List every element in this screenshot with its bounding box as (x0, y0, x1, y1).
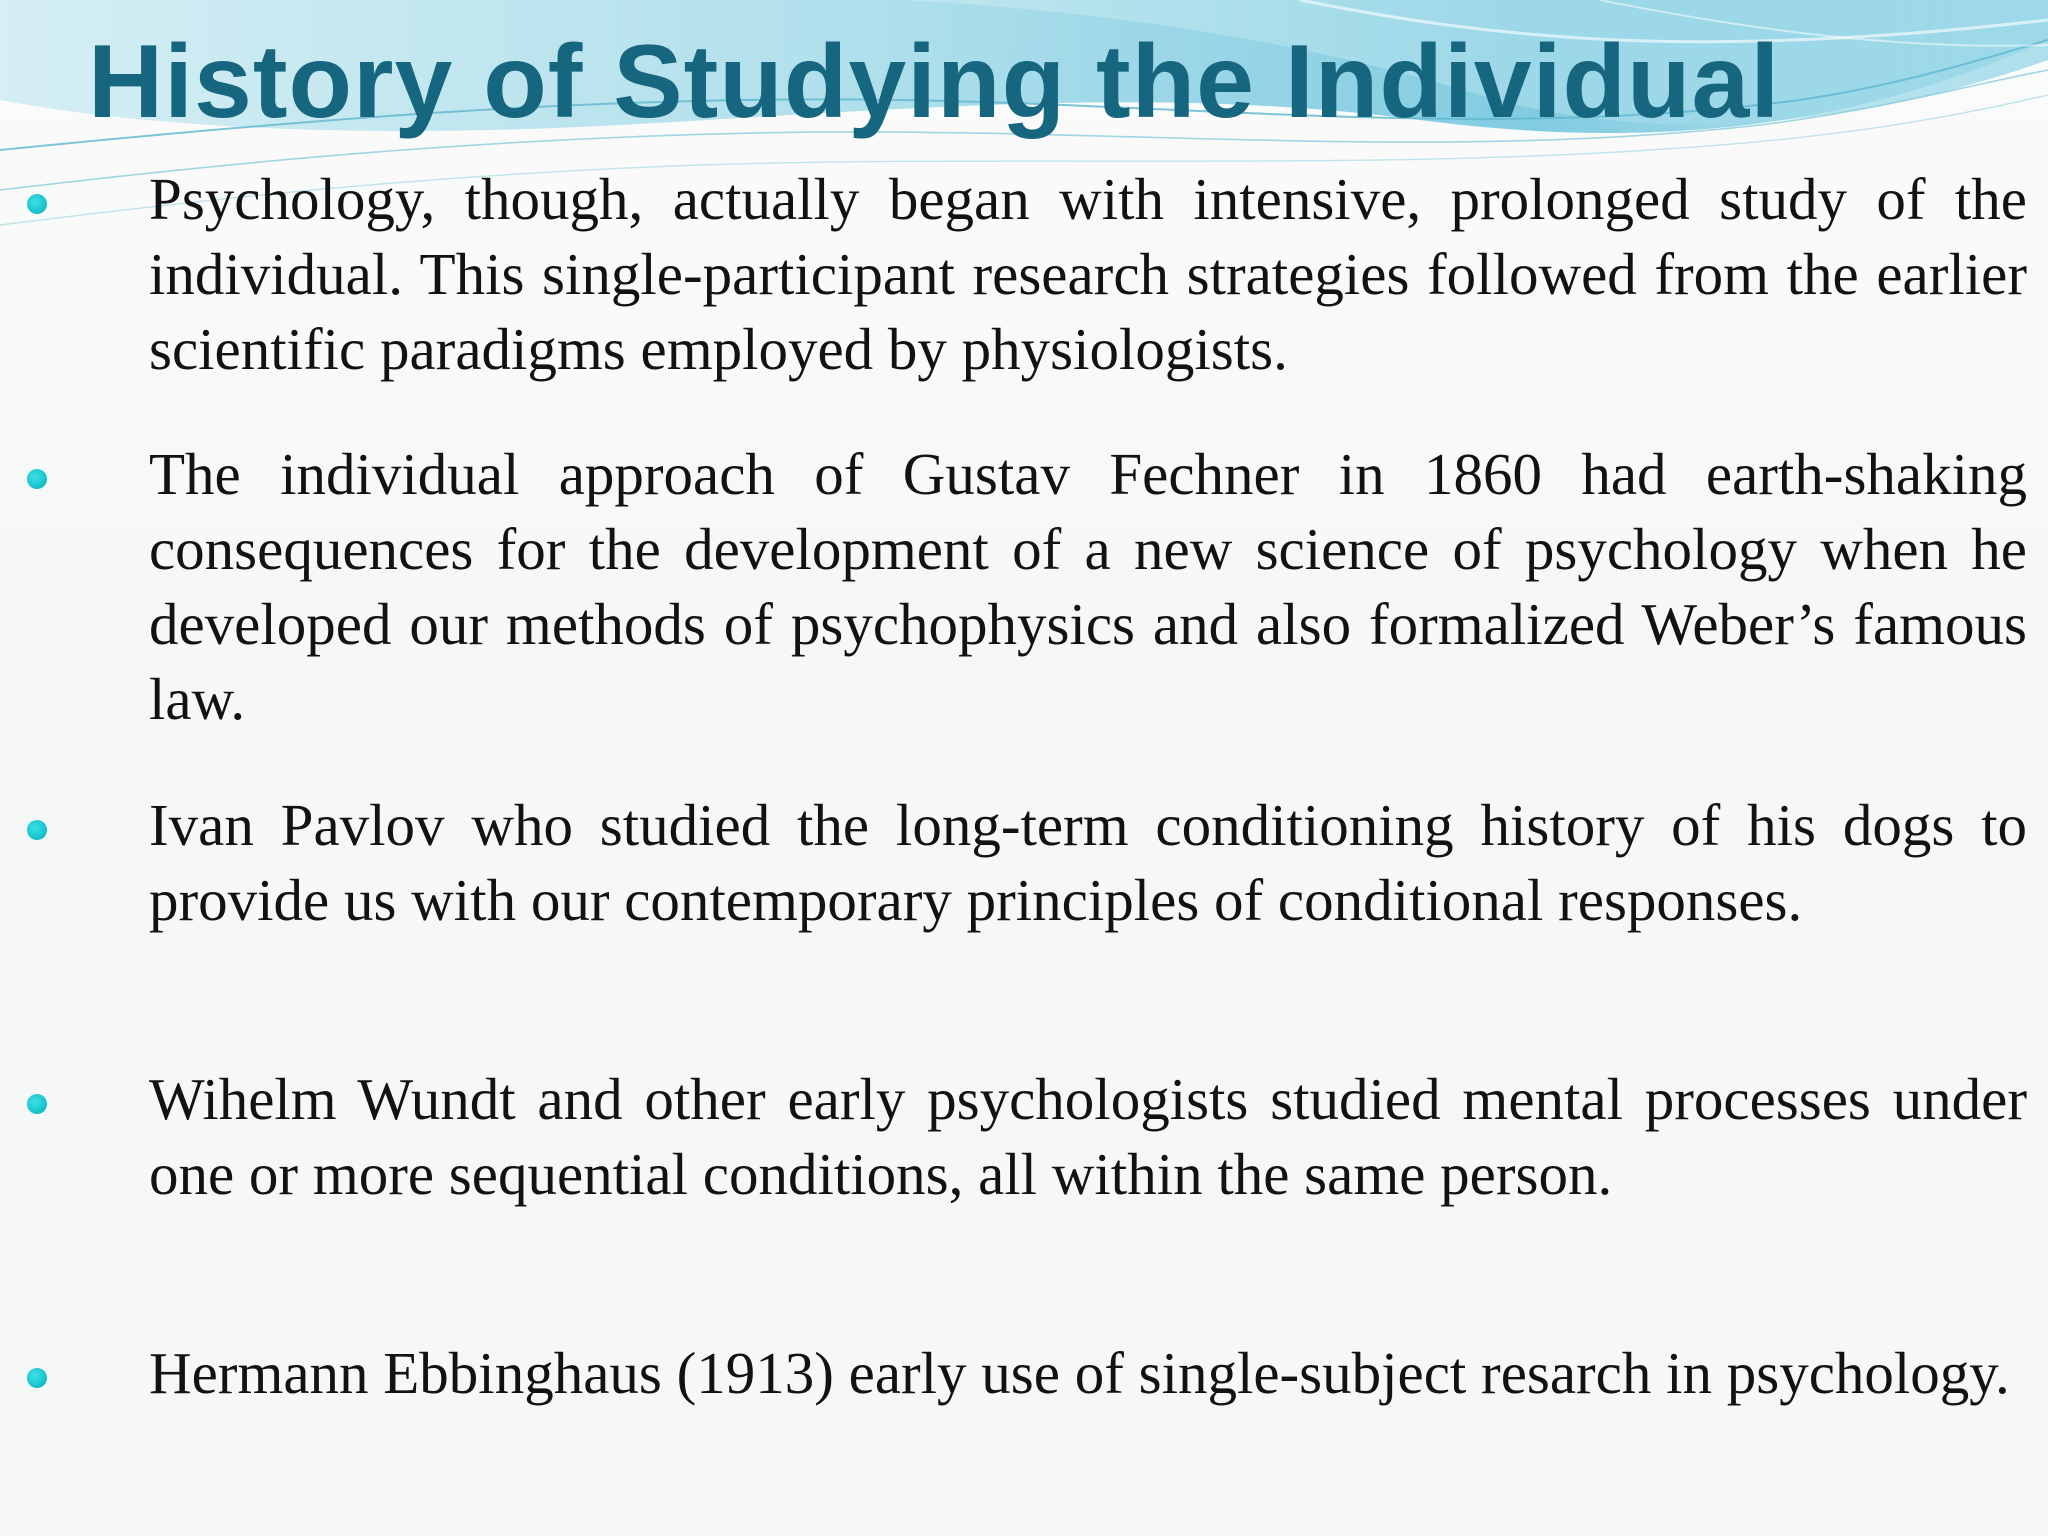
bullet-text: Psychology, though, actually began with intensive, prolonged study of the individual. This single-participant research strategies followed from the earlier scientific paradigms employed by physiologists. (149, 166, 2027, 382)
teal-circle-bullet-icon (27, 1094, 47, 1114)
bullet-text: Hermann Ebbinghaus (1913) early use of single-subject resarch in psychology. (149, 1340, 2010, 1406)
teal-circle-bullet-icon (27, 194, 47, 214)
teal-circle-bullet-icon (27, 469, 47, 489)
teal-circle-bullet-icon (27, 820, 47, 840)
slide-title: History of Studying the Individual (88, 24, 1781, 140)
bullet-text: Ivan Pavlov who studied the long-term conditioning history of his dogs to provide us with our contemporary principles of conditional responses. (149, 792, 2027, 933)
bullet-text: Wihelm Wundt and other early psychologists studied mental processes under one or more sequential conditions, all within the same person. (149, 1066, 2027, 1207)
bullet-text: The individual approach of Gustav Fechner in 1860 had earth-shaking consequences for the development of a new science of psychology when he developed our methods of psychophysics and also formalized Weber’s famous law. (149, 441, 2027, 732)
teal-circle-bullet-icon (27, 1368, 47, 1388)
